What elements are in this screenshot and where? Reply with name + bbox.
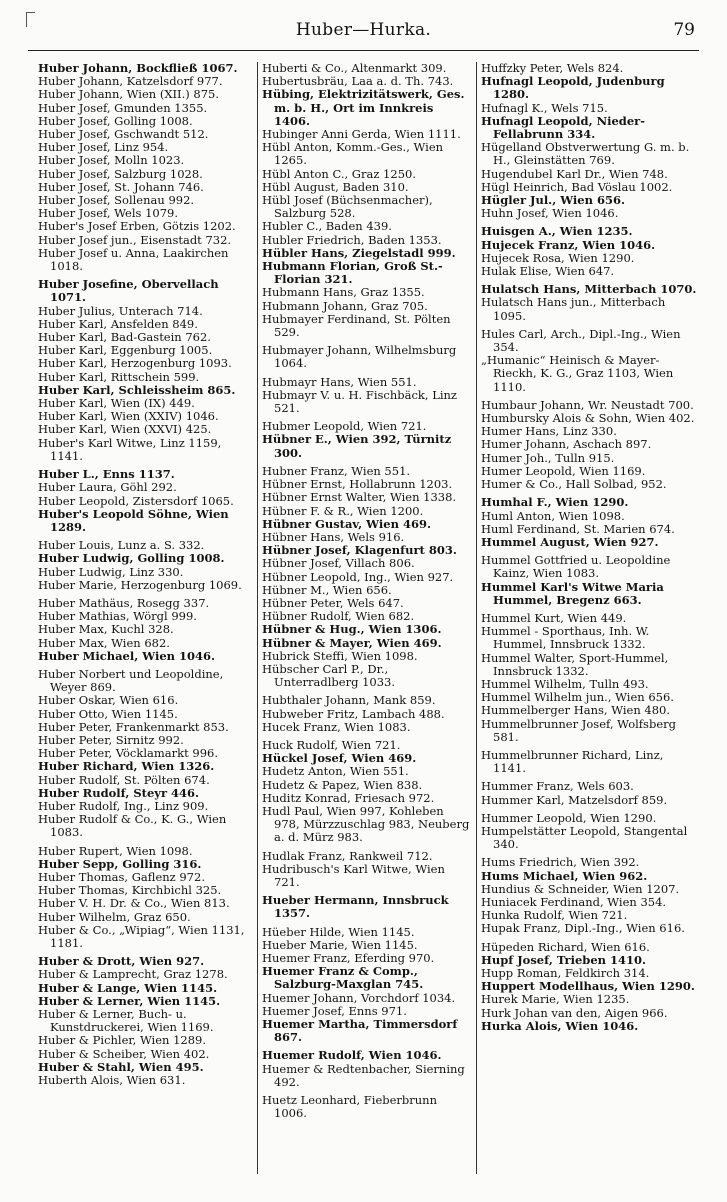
- directory-entry: Huber Oskar, Wien 616.: [38, 694, 179, 708]
- directory-entry: Hugendubel Karl Dr., Wien 748.: [481, 167, 668, 181]
- directory-entry: Hurk Johan van den, Aigen 966.: [481, 1006, 668, 1020]
- directory-entry: Huber L., Enns 1137.: [38, 468, 175, 482]
- directory-entry: Huber Wilhelm, Graz 650.: [38, 910, 191, 924]
- directory-entry: Huber Karl, Wien (IX) 449.: [38, 397, 195, 411]
- directory-entry: Hübner M., Wien 656.: [262, 583, 392, 597]
- directory-entry: Hübner Peter, Wels 647.: [262, 596, 404, 610]
- directory-entry: Huber Ludwig, Golling 1008.: [38, 552, 225, 566]
- directory-entry: Huber Karl, Rittschein 599.: [38, 370, 200, 384]
- directory-entry: Huml Ferdinand, St. Marien 674.: [481, 522, 675, 536]
- directory-entry: Huber Josefine, Obervellach 1071.: [38, 278, 219, 305]
- directory-entry: Hubmayer Ferdinand, St. Pölten 529.: [262, 312, 451, 340]
- directory-entry: Huberti & Co., Altenmarkt 309.: [262, 62, 447, 75]
- directory-entry: Hubmayer Johann, Wilhelmsburg 1064.: [262, 344, 457, 371]
- directory-entry: Hübl Anton, Komm.-Ges., Wien 1265.: [262, 141, 444, 168]
- directory-entry: Hummer Karl, Matzelsdorf 859.: [481, 793, 668, 807]
- directory-entry: Hübl August, Baden 310.: [262, 180, 409, 194]
- directory-entry: Hueber Marie, Wien 1145.: [262, 938, 418, 952]
- directory-entry: Hujecek Rosa, Wien 1290.: [481, 251, 635, 265]
- directory-entry: Hübl Anton C., Graz 1250.: [262, 167, 416, 181]
- directory-entry: Hubweber Fritz, Lambach 488.: [262, 707, 445, 721]
- page-title: Huber—Hurka.: [295, 20, 432, 40]
- directory-entry: Huditz Konrad, Friesach 972.: [262, 791, 435, 805]
- directory-entry: Huber's Leopold Söhne, Wien 1289.: [38, 507, 229, 534]
- directory-entry: Hügelland Obstverwertung G. m. b. H., Gleinstätten 769.: [481, 141, 690, 168]
- directory-entry: Huber Rudolf, St. Pölten 674.: [38, 773, 210, 787]
- directory-entry: Huberth Alois, Wien 631.: [38, 1074, 186, 1088]
- directory-entry: Huber & Pichler, Wien 1289.: [38, 1034, 207, 1048]
- directory-entry: Huemer Franz, Eferding 970.: [262, 952, 435, 965]
- directory-entry: Huber Josef, Sollenau 992.: [38, 194, 195, 208]
- directory-entry: Huemer Johann, Vorchdorf 1034.: [262, 991, 456, 1005]
- column-divider: [257, 62, 258, 1174]
- directory-entry: Hubmann Hans, Graz 1355.: [262, 286, 425, 300]
- directory-entry: Huemer Franz & Comp., Salzburg-Maxglan 745.: [262, 965, 424, 992]
- directory-entry: Hübner Leopold, Ing., Wien 927.: [262, 570, 454, 584]
- directory-entry: Huisgen A., Wien 1235.: [481, 225, 633, 239]
- directory-entry: Hummer Leopold, Wien 1290.: [481, 811, 657, 825]
- directory-entry: Huppert Modellhaus, Wien 1290.: [481, 980, 695, 994]
- directory-entry: Huber Josef, Salzburg 1028.: [38, 167, 203, 181]
- directory-entry: Hubmayr Hans, Wien 551.: [262, 375, 417, 389]
- directory-entry: Hubler Friedrich, Baden 1353.: [262, 233, 442, 247]
- directory-entry: Hucek Franz, Wien 1083.: [262, 720, 411, 734]
- directory-entry: Hupf Josef, Trieben 1410.: [481, 953, 647, 967]
- directory-entry: Humhal F., Wien 1290.: [481, 496, 629, 510]
- directory-entry: Hübner Gustav, Wien 469.: [262, 517, 431, 531]
- directory-entry: Huber Josef, Molln 1023.: [38, 154, 185, 168]
- directory-entry: Humbaur Johann, Wr. Neustadt 700.: [481, 398, 694, 412]
- directory-entry: Hubertusbräu, Laa a. d. Th. 743.: [262, 75, 454, 89]
- directory-entry: Hubmann Johann, Graz 705.: [262, 299, 428, 313]
- directory-entry: Hübner Hans, Wels 916.: [262, 530, 405, 544]
- directory-entry: Hummel August, Wien 927.: [481, 535, 659, 549]
- directory-entry: Hurek Marie, Wien 1235.: [481, 993, 630, 1007]
- directory-entry: Huber Karl, Wien (XXIV) 1046.: [38, 410, 219, 424]
- directory-entry: Huber & Co., „Wipiag“, Wien 1131, 1181.: [38, 923, 245, 950]
- directory-entry: Hummel Wilhelm jun., Wien 656.: [481, 691, 674, 705]
- directory-entry: Huemer & Redtenbacher, Sierning 492.: [262, 1062, 465, 1089]
- directory-entry: Hubler C., Baden 439.: [262, 220, 392, 234]
- directory-entry: Hupak Franz, Dipl.-Ing., Wien 616.: [481, 922, 685, 936]
- directory-entry: Humpelstätter Leopold, Stangental 340.: [481, 824, 688, 852]
- directory-entry: Huber Josef u. Anna, Laakirchen 1018.: [38, 246, 229, 274]
- directory-entry: Huber Laura, Göhl 292.: [38, 481, 177, 495]
- directory-entry: Huber Peter, Sirnitz 992.: [38, 733, 184, 747]
- directory-entry: Hübner & Hug., Wien 1306.: [262, 623, 442, 637]
- directory-entry: Huber Peter, Frankenmarkt 853.: [38, 720, 229, 734]
- directory-entry: Huber Rudolf, Ing., Linz 909.: [38, 799, 209, 813]
- directory-entry: Hummelbrunner Richard, Linz, 1141.: [481, 748, 664, 776]
- directory-entry: Hubmayr V. u. H. Fischbäck, Linz 521.: [262, 388, 457, 416]
- directory-column-1: [38, 62, 254, 1177]
- directory-entry: Hummelbrunner Josef, Wolfsberg 581.: [481, 717, 676, 744]
- directory-entry: Hummelberger Hans, Wien 480.: [481, 704, 670, 718]
- directory-entry: Huber & Scheiber, Wien 402.: [38, 1047, 210, 1061]
- directory-entry: Hummel Karl's Witwe Maria Hummel, Bregenz 663.: [481, 580, 664, 607]
- directory-entry: Huber Josef jun., Eisenstadt 732.: [38, 233, 232, 247]
- directory-entry: Hupp Roman, Feldkirch 314.: [481, 967, 650, 980]
- directory-entry: Huber Rudolf & Co., K. G., Wien 1083.: [38, 813, 227, 840]
- directory-entry: Humer Johann, Aschach 897.: [481, 438, 652, 452]
- directory-entry: Hübl Josef (Büchsenmacher), Salzburg 528.: [262, 194, 433, 221]
- directory-entry: Hubner Franz, Wien 551.: [262, 464, 411, 478]
- directory-entry: Hudetz & Papez, Wien 838.: [262, 778, 423, 792]
- directory-entry: Huniacek Ferdinand, Wien 354.: [481, 895, 667, 909]
- directory-entry: Huber Leopold, Zistersdorf 1065.: [38, 494, 234, 508]
- directory-entry: Hüeber Hilde, Wien 1145.: [262, 925, 415, 939]
- directory-entry: Huber's Josef Erben, Götzis 1202.: [38, 220, 236, 234]
- directory-entry: Hubmer Leopold, Wien 721.: [262, 420, 427, 434]
- directory-entry: „Humanic“ Heinisch & Mayer-Rieckh, K. G., Graz 1103, Wien 1110.: [481, 354, 674, 394]
- directory-entry: Hübner E., Wien 392, Türnitz 300.: [262, 433, 452, 460]
- directory-entry: Hubrick Steffi, Wien 1098.: [262, 649, 418, 663]
- directory-entry: Huber Josef, Linz 954.: [38, 141, 169, 155]
- directory-column-3: [481, 62, 697, 1177]
- directory-entry: Hübing, Elektrizitätswerk, Ges. m. b. H., Ort im Innkreis 1406.: [262, 88, 465, 128]
- column-divider: [476, 62, 477, 1174]
- directory-entry: Huber Thomas, Gaflenz 972.: [38, 870, 205, 884]
- directory-entry: Hueber Hermann, Innsbruck 1357.: [262, 894, 449, 921]
- page-number: 79: [673, 20, 695, 40]
- directory-entry: Huemer Martha, Timmersdorf 867.: [262, 1018, 458, 1045]
- directory-entry: Huml Anton, Wien 1098.: [481, 509, 625, 523]
- directory-entry: Huber Marie, Herzogenburg 1069.: [38, 578, 242, 592]
- directory-entry: Huber Louis, Lunz a. S. 332.: [38, 539, 205, 553]
- page-header: [28, 14, 699, 51]
- directory-entry: Huber Karl, Schleissheim 865.: [38, 383, 236, 397]
- directory-entry: Hüpeden Richard, Wien 616.: [481, 940, 650, 954]
- directory-entry: Huber Josef, Golling 1008.: [38, 114, 193, 128]
- directory-entry: Hummel Gottfried u. Leopoldine Kainz, Wien 1083.: [481, 554, 671, 581]
- directory-entry: Hums Friedrich, Wien 392.: [481, 856, 640, 870]
- directory-entry: Huber & Lange, Wien 1145.: [38, 981, 218, 995]
- directory-entry: Huber Johann, Bockfließ 1067.: [38, 62, 238, 75]
- directory-entry: Hujecek Franz, Wien 1046.: [481, 238, 656, 252]
- directory-entry: Hummel Walter, Sport-Hummel, Innsbruck 1332.: [481, 651, 669, 678]
- directory-entry: Hummel - Sporthaus, Inh. W. Hummel, Innsbruck 1332.: [481, 625, 650, 652]
- directory-entry: Hügl Heinrich, Bad Vöslau 1002.: [481, 180, 673, 194]
- directory-entry: Humer Joh., Tulln 915.: [481, 451, 615, 465]
- directory-entry: Hufnagl Leopold, Nieder-Fellabrunn 334.: [481, 114, 645, 142]
- directory-entry: Huber Karl, Ansfelden 849.: [38, 317, 198, 331]
- directory-entry: Hummel Kurt, Wien 449.: [481, 611, 627, 625]
- directory-entry: Hubinger Anni Gerda, Wien 1111.: [262, 128, 461, 142]
- directory-entry: Huber Karl, Eggenburg 1005.: [38, 344, 213, 358]
- directory-entry: Huemer Rudolf, Wien 1046.: [262, 1049, 442, 1063]
- directory-entry: Hunka Rudolf, Wien 721.: [481, 909, 628, 923]
- directory-entry: Hübscher Carl P., Dr., Unterradlberg 1033.: [262, 662, 396, 690]
- directory-entry: Hübner Josef, Klagenfurt 803.: [262, 544, 457, 558]
- directory-entry: Hübner Ernst Walter, Wien 1338.: [262, 491, 457, 505]
- directory-entry: Huber & Stahl, Wien 495.: [38, 1060, 204, 1074]
- directory-entry: Hübner Rudolf, Wien 682.: [262, 610, 415, 624]
- directory-entry: Huber Peter, Vöcklamarkt 996.: [38, 747, 218, 761]
- directory-entry: Huber Josef, St. Johann 746.: [38, 180, 204, 194]
- directory-entry: Huhn Josef, Wien 1046.: [481, 207, 619, 221]
- directory-entry: Hums Michael, Wien 962.: [481, 869, 648, 883]
- directory-entry: Hudribusch's Karl Witwe, Wien 721.: [262, 862, 445, 889]
- directory-entry: Huber Mathias, Wörgl 999.: [38, 610, 197, 624]
- directory-entry: Huber Rupert, Wien 1098.: [38, 844, 193, 858]
- directory-entry: Hübner Ernst, Hollabrunn 1203.: [262, 478, 453, 492]
- directory-entry: Huber Mathäus, Rosegg 337.: [38, 596, 210, 610]
- directory-entry: Huber Otto, Wien 1145.: [38, 707, 178, 721]
- directory-entry: Huck Rudolf, Wien 721.: [262, 738, 401, 752]
- directory-entry: Humbursky Alois & Sohn, Wien 402.: [481, 412, 695, 426]
- directory-entry: Hulatsch Hans jun., Mitterbach 1095.: [481, 296, 666, 323]
- directory-entry: Hubthaler Johann, Mank 859.: [262, 694, 436, 708]
- directory-entry: Hummel Wilhelm, Tulln 493.: [481, 677, 649, 691]
- directory-entry: Hübner F. & R., Wien 1200.: [262, 504, 424, 518]
- directory-entry: Huber's Karl Witwe, Linz 1159, 1141.: [38, 436, 222, 463]
- directory-entry: Hudetz Anton, Wien 551.: [262, 765, 409, 779]
- directory-entry: Hübner & Mayer, Wien 469.: [262, 636, 442, 650]
- directory-entry: Hufnagl Leopold, Judenburg 1280.: [481, 75, 665, 102]
- directory-entry: Huber Richard, Wien 1326.: [38, 760, 215, 774]
- directory-entry: Humer Leopold, Wien 1169.: [481, 464, 646, 478]
- directory-entry: Huber Josef, Gmunden 1355.: [38, 101, 208, 115]
- directory-entry: Hügler Jul., Wien 656.: [481, 194, 625, 208]
- directory-entry: Hudl Paul, Wien 997, Kohleben 978, Mürzzuschlag 983, Neuberg a. d. Mürz 983.: [262, 804, 470, 845]
- directory-entry: Humer Hans, Linz 330.: [481, 425, 617, 439]
- directory-entry: Hummer Franz, Wels 603.: [481, 780, 634, 794]
- directory-entry: Huber Thomas, Kirchbichl 325.: [38, 884, 222, 898]
- directory-entry: Huber Rudolf, Steyr 446.: [38, 786, 200, 800]
- directory-entry: Hurka Alois, Wien 1046.: [481, 1019, 639, 1033]
- directory-entry: Hudlak Franz, Rankweil 712.: [262, 849, 433, 863]
- directory-entry: Hufnagl K., Wels 715.: [481, 101, 608, 115]
- directory-entry: Huber V. H. Dr. & Co., Wien 813.: [38, 897, 230, 911]
- directory-column-2: [262, 62, 472, 1177]
- directory-entry: Hübler Hans, Ziegelstadl 999.: [262, 246, 456, 260]
- directory-entry: Huber Max, Wien 682.: [38, 636, 170, 650]
- directory-entry: Huber & Lamprecht, Graz 1278.: [38, 968, 228, 982]
- directory-entry: Huber Max, Kuchl 328.: [38, 623, 174, 637]
- directory-entry: Hückel Josef, Wien 469.: [262, 752, 417, 766]
- directory-entry: Huber Sepp, Golling 316.: [38, 857, 202, 871]
- directory-entry: Huber Michael, Wien 1046.: [38, 649, 216, 663]
- directory-entry: Huber Karl, Herzogenburg 1093.: [38, 357, 232, 371]
- directory-entry: Huber & Lerner, Wien 1145.: [38, 994, 221, 1008]
- directory-entry: Huber Karl, Wien (XXVI) 425.: [38, 423, 212, 437]
- directory-entry: Huber & Lerner, Buch- u. Kunstdruckerei, Wien 1169.: [38, 1008, 214, 1035]
- directory-entry: Hundius & Schneider, Wien 1207.: [481, 882, 680, 896]
- directory-entry: Hulatsch Hans, Mitterbach 1070.: [481, 283, 697, 297]
- directory-entry: Hubmann Florian, Groß St.-Florian 321.: [262, 260, 443, 287]
- directory-entry: Huber & Drott, Wien 927.: [38, 955, 205, 969]
- directory-entry: Huber Norbert und Leopoldine, Weyer 869.: [38, 667, 224, 695]
- directory-entry: Huber Johann, Wien (XII.) 875.: [38, 88, 220, 102]
- directory-entry: Huber Johann, Katzelsdorf 977.: [38, 75, 223, 89]
- directory-entry: Hules Carl, Arch., Dipl.-Ing., Wien 354.: [481, 327, 681, 355]
- directory-entry: Huber Karl, Bad-Gastein 762.: [38, 331, 211, 345]
- directory-entry: Huber Ludwig, Linz 330.: [38, 565, 184, 579]
- directory-entry: Hulak Elise, Wien 647.: [481, 265, 615, 279]
- directory-entry: Hübner Josef, Villach 806.: [262, 557, 415, 571]
- directory-entry: Huffzky Peter, Wels 824.: [481, 62, 624, 75]
- directory-entry: Huber Julius, Unterach 714.: [38, 304, 203, 318]
- directory-entry: Huetz Leonhard, Fieberbrunn 1006.: [262, 1094, 437, 1121]
- directory-entry: Huemer Josef, Enns 971.: [262, 1004, 407, 1018]
- directory-entry: Huber Josef, Gschwandt 512.: [38, 128, 209, 142]
- directory-entry: Huber Josef, Wels 1079.: [38, 207, 178, 221]
- directory-entry: Humer & Co., Hall Solbad, 952.: [481, 478, 667, 492]
